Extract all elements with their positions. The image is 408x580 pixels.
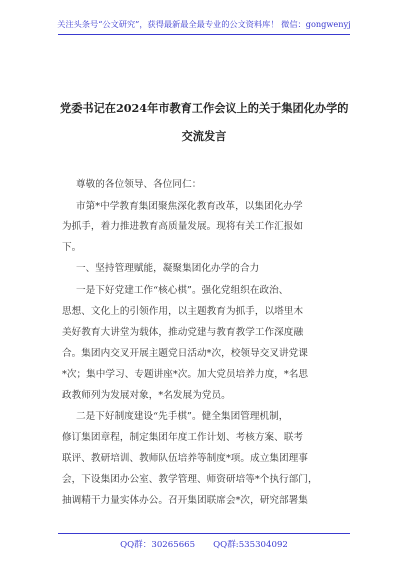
footer-qq-group-1: QQ群：30265665 [120, 540, 196, 550]
paragraph-line: 联评、教研培训、教师队伍培养等制度*项。成立集团理事 [62, 453, 308, 464]
paragraph-line: 下。 [62, 242, 82, 253]
header-banner: 关注头条号“公文研究”，获得最新最全最专业的公文资料库！ 微信：gongwenyj [57, 19, 351, 29]
footer [0, 538, 408, 550]
paragraph-line: *次；集中学习、专题讲座*次。加大党员培养力度，*名思 [62, 369, 308, 380]
paragraph-line: 二是下好制度建设“先手棋”。健全集团管理机制， [76, 411, 289, 422]
document-title-line-1: 党委书记在2024年市教育工作会议上的关于集团化办学的 [60, 101, 349, 115]
paragraph-line: 为抓手，着力推进教育高质量发展。现将有关工作汇报如 [62, 221, 304, 232]
paragraph-line: 市第*中学教育集团聚焦深化教育改革，以集团化办学 [76, 201, 303, 212]
paragraph-line: 一是下好党建工作“核心棋”。强化党组织在政治、 [76, 285, 289, 296]
paragraph-line: 抽调精干力量实体办公。召开集团联席会*次，研究部署集 [62, 495, 308, 506]
paragraph-line: 合。集团内交叉开展主题党日活动*次，校领导交叉讲党课 [62, 348, 308, 359]
footer-qq-group-2: QQ群:535304092 [213, 540, 288, 550]
footer-divider [58, 533, 350, 534]
paragraph-line: 政教师列为发展对象，*名发展为党员。 [62, 390, 231, 401]
paragraph-line: 会，下设集团办公室、教学管理、师资研培等*个执行部门， [62, 474, 318, 485]
paragraph-line: 思想、文化上的引领作用，以主题教育为抓手，以塔里木 [62, 306, 304, 317]
paragraph-line: 修订集团章程，制定集团年度工作计划、考核方案、联考 [62, 432, 304, 443]
salutation: 尊敬的各位领导、各位同仁： [76, 179, 202, 190]
document-title-line-2: 交流发言 [181, 129, 227, 143]
header-divider [58, 34, 350, 35]
paragraph-line: 美好教育大讲堂为载体，推动党建与教育教学工作深度融 [62, 327, 304, 338]
section-heading: 一、坚持管理赋能，凝聚集团化办学的合力 [76, 263, 260, 274]
